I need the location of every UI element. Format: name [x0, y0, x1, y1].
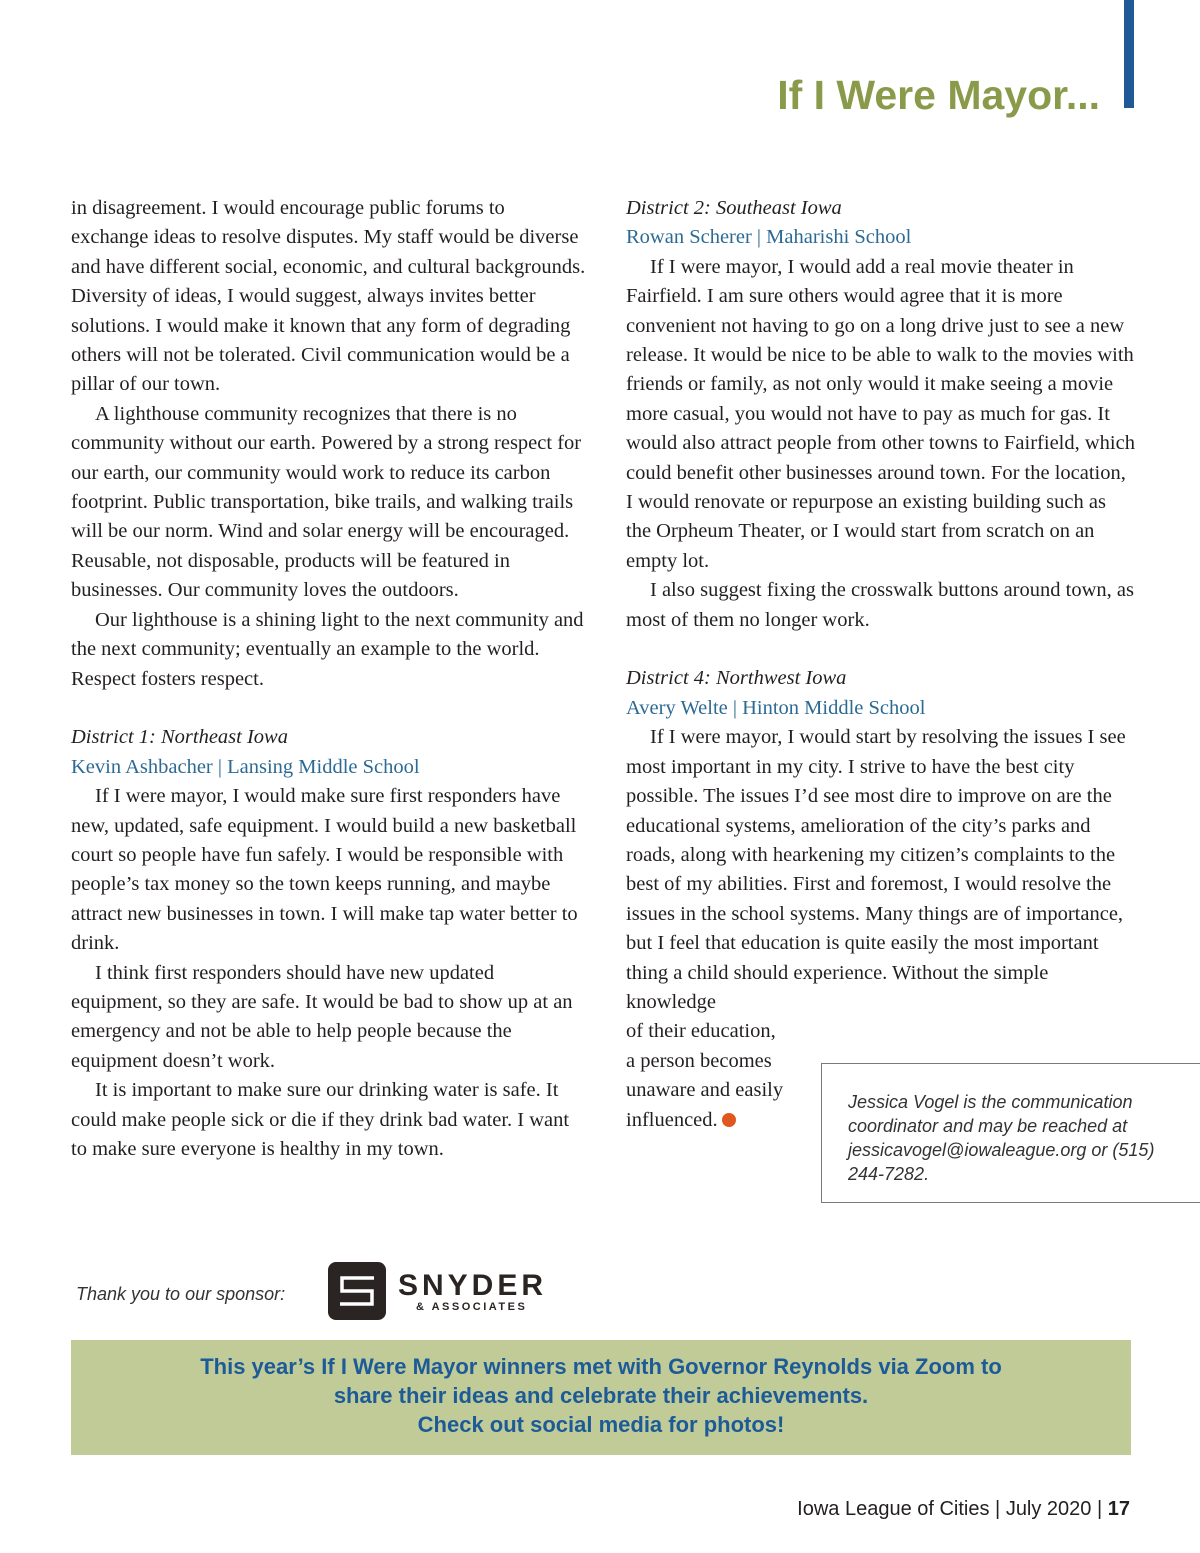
sponsor-label: Thank you to our sponsor: — [76, 1284, 286, 1304]
header-accent-bar — [1124, 0, 1134, 108]
logo-subtitle: & ASSOCIATES — [416, 1301, 528, 1313]
body-paragraph: Our lighthouse is a shining light to the next community and the next community; eventually an example to the world. Respect fosters respect. — [71, 608, 584, 690]
body-line-text: influenced. — [626, 1108, 718, 1131]
district-2-byline: Rowan Scherer | Maharishi School — [626, 226, 912, 249]
banner-line: Check out social media for photos! — [417, 1412, 785, 1437]
body-paragraph: I also suggest fixing the crosswalk buttons around town, as most of them no longer work. — [626, 579, 1134, 631]
page-footer: Iowa League of Cities | July 2020 | 17 — [797, 1498, 1130, 1520]
body-line: unaware and easily — [626, 1079, 784, 1102]
body-paragraph: If I were mayor, I would make sure first responders have new, updated, safe equipment. I would build a new basketball court so people have fun safely. I would be responsible with people’s tax money so the town keeps running, and maybe attract new businesses in town. I will make tap water better to drink. — [71, 785, 578, 955]
district-2-heading: District 2: Southeast Iowa — [626, 197, 842, 219]
body-paragraph: in disagreement. I would encourage public forums to exchange ideas to resolve disputes. My staff would be diverse and have different social, economic, and cultural backgrounds. Diversity of ideas, I would suggest, always invites better solutions. I would make it known that any form of degrading others will not be tolerated. Civil communication would be a pillar of our town. — [71, 197, 586, 396]
announcement-banner — [71, 1340, 1131, 1455]
district-1-byline: Kevin Ashbacher | Lansing Middle School — [71, 755, 420, 778]
body-paragraph: If I were mayor, I would start by resolving the issues I see most important in my city. I strive to have the best city possible. The issues I’d see most dire to improve on are the educational systems, amelioration of the city’s parks and roads, along with hearkening my citizen’s complaints to the best of my abilities. First and foremost, I would resolve the issues in the school systems. Many things are of importance, but I feel that education is quite easily the most important thing a child should experience. Without the simple knowledge — [626, 726, 1126, 1013]
body-line: a person becomes — [626, 1049, 772, 1072]
left-column — [71, 194, 586, 1164]
district-4-byline: Avery Welte | Hinton Middle School — [626, 696, 926, 719]
right-column — [626, 194, 1136, 1135]
banner-line: This year’s If I Were Mayor winners met with Governor Reynolds via Zoom to — [200, 1354, 1002, 1379]
page-number: 17 — [1107, 1498, 1130, 1520]
author-note: Jessica Vogel is the communication coordinator and may be reached at jessicavogel@iowaleague.org or (515) 244-7282. — [848, 1092, 1155, 1184]
footer-publication: Iowa League of Cities — [797, 1498, 990, 1520]
body-paragraph: It is important to make sure our drinking water is safe. It could make people sick or die if they drink bad water. I want to make sure everyone is healthy in my town. — [71, 1079, 570, 1160]
end-of-story-dot-icon — [722, 1113, 736, 1127]
district-4-heading: District 4: Northwest Iowa — [626, 667, 847, 690]
body-line: of their education, — [626, 1020, 776, 1043]
body-paragraph: I think first responders should have new updated equipment, so they are safe. It would be bad to show up at an emergency and not be able to help people because the equipment doesn’t work. — [71, 961, 573, 1072]
body-paragraph: A lighthouse community recognizes that there is no community without our earth. Powered by a strong respect for our earth, our community would work to reduce its carbon footprint. Public transportation, bike trails, and walking trails will be our norm. Wind and solar energy will be encouraged. Reusable, not disposable, products will be featured in businesses. Our community loves the outdoors. — [71, 402, 582, 602]
body-paragraph: If I were mayor, I would add a real movie theater in Fairfield. I am sure others would agree that it is more convenient not having to go on a long drive just to see a new release. It would be nice to be able to walk to the movies with friends or family, as not only would it make seeing a movie more casual, you would not have to pay as much for gas. It would also attract people from other towns to Fairfield, which could benefit other businesses around town. For the location, I would renovate or repurpose an existing building such as the Orpheum Theater, or I would start from scratch on an empty lot. — [626, 255, 1135, 572]
logo-wordmark: SNYDER — [398, 1269, 548, 1302]
footer-issue: July 2020 — [1005, 1498, 1092, 1520]
district-1-heading: District 1: Northeast Iowa — [71, 726, 288, 749]
snyder-associates-logo — [328, 1262, 558, 1322]
banner-line: share their ideas and celebrate their achievements. — [333, 1383, 869, 1408]
page-title: If I Were Mayor... — [777, 72, 1100, 118]
author-note-box — [821, 1063, 1200, 1203]
